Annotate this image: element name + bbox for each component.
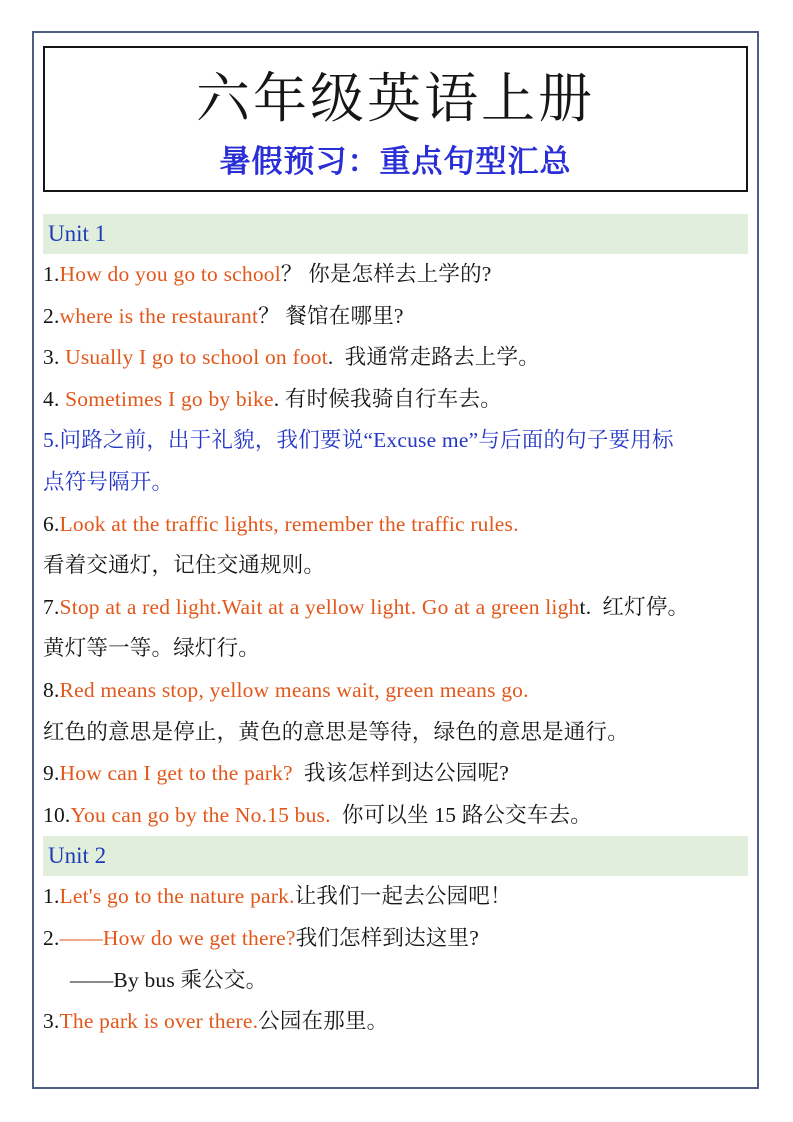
text-segment-black: 2.	[43, 303, 60, 328]
text-segment-black: 让我们一起去公园吧！	[294, 884, 512, 909]
unit-label: Unit 2	[48, 843, 107, 869]
text-segment-black: 9.	[43, 761, 60, 786]
text-segment-black: 3.	[43, 1009, 60, 1034]
text-segment-black: 10.	[43, 802, 71, 827]
content-line	[43, 918, 748, 960]
content-line	[43, 960, 748, 1002]
content-line	[43, 670, 748, 712]
text-segment-black: . 有时候我骑自行车去。	[273, 386, 502, 411]
content-line	[43, 420, 748, 462]
text-segment-black: ？ 你是怎样去上学的?	[280, 262, 492, 286]
content-line	[43, 1001, 748, 1043]
content-line	[43, 254, 748, 296]
document-page	[32, 31, 759, 1089]
text-segment-black: 1.	[43, 262, 60, 286]
content-line	[43, 712, 748, 754]
text-segment-black: ——By bus 乘公交。	[70, 967, 268, 992]
unit-label: Unit 1	[48, 221, 107, 246]
unit-header-1	[43, 214, 748, 254]
text-segment-orange: Let's go to the nature park.	[59, 884, 295, 909]
text-segment-orange: Red means stop, yellow means wait, green means go.	[59, 677, 529, 702]
text-segment-black: 7.	[43, 594, 60, 619]
content-line	[43, 462, 748, 504]
text-segment-black: 2.	[43, 925, 60, 950]
unit-header-2	[43, 836, 748, 876]
text-segment-orange: Stop at a red light.Wait at a yellow light. Go at a green ligh	[59, 594, 580, 619]
text-segment-black: 你可以坐 15 路公交车去。	[330, 802, 592, 827]
content-line	[43, 628, 748, 670]
text-segment-orange: How do you go to school	[59, 262, 281, 286]
content-line	[43, 545, 748, 587]
text-segment-black: t. 红灯停。	[579, 594, 690, 619]
text-segment-black: 我们怎样到达这里?	[295, 925, 479, 950]
content-line	[43, 795, 748, 837]
document-content	[43, 214, 748, 1043]
text-segment-black: 我该怎样到达公园呢?	[292, 761, 509, 786]
content-line	[43, 337, 748, 379]
page-subtitle: 暑假预习：重点句型汇总	[219, 144, 572, 179]
content-line	[43, 753, 748, 795]
text-segment-orange: ——How do we get there?	[59, 925, 296, 950]
content-line	[43, 296, 748, 338]
content-line	[43, 504, 748, 546]
text-segment-orange: The park is over there.	[59, 1009, 259, 1034]
text-segment-orange: Look at the traffic lights, remember the traffic rules.	[59, 511, 519, 536]
content-line	[43, 379, 748, 421]
text-segment-orange: You can go by the No.15 bus.	[70, 802, 331, 827]
content-line	[43, 587, 748, 629]
text-segment-blue: 5.问路之前，出于礼貌，我们要说“Excuse me”与后面的句子要用标	[43, 428, 674, 453]
text-segment-black: . 我通常走路去上学。	[327, 345, 540, 370]
text-segment-black: 1.	[43, 884, 60, 909]
text-segment-black: 8.	[43, 677, 60, 702]
page-title: 六年级英语上册	[196, 69, 595, 129]
text-segment-black: 红色的意思是停止，黄色的意思是等待，绿色的意思是通行。	[43, 719, 629, 744]
text-segment-black: ？ 餐馆在哪里?	[258, 303, 404, 328]
text-segment-black: 6.	[43, 511, 60, 536]
text-segment-orange: where is the restaurant	[59, 303, 259, 328]
text-segment-black: 黄灯等一等。绿灯行。	[43, 636, 261, 661]
text-segment-black: 3.	[43, 345, 66, 370]
text-segment-orange: How can I get to the park?	[59, 761, 293, 786]
text-segment-black: 公园在那里。	[258, 1009, 389, 1034]
text-segment-orange: Sometimes I go by bike	[65, 386, 274, 411]
content-line	[43, 876, 748, 918]
text-segment-black: 看着交通灯，记住交通规则。	[43, 553, 326, 578]
text-segment-blue: 点符号隔开。	[43, 469, 174, 494]
text-segment-black: 4.	[43, 386, 66, 411]
text-segment-orange: Usually I go to school on foot	[65, 345, 328, 370]
title-box	[43, 46, 748, 192]
